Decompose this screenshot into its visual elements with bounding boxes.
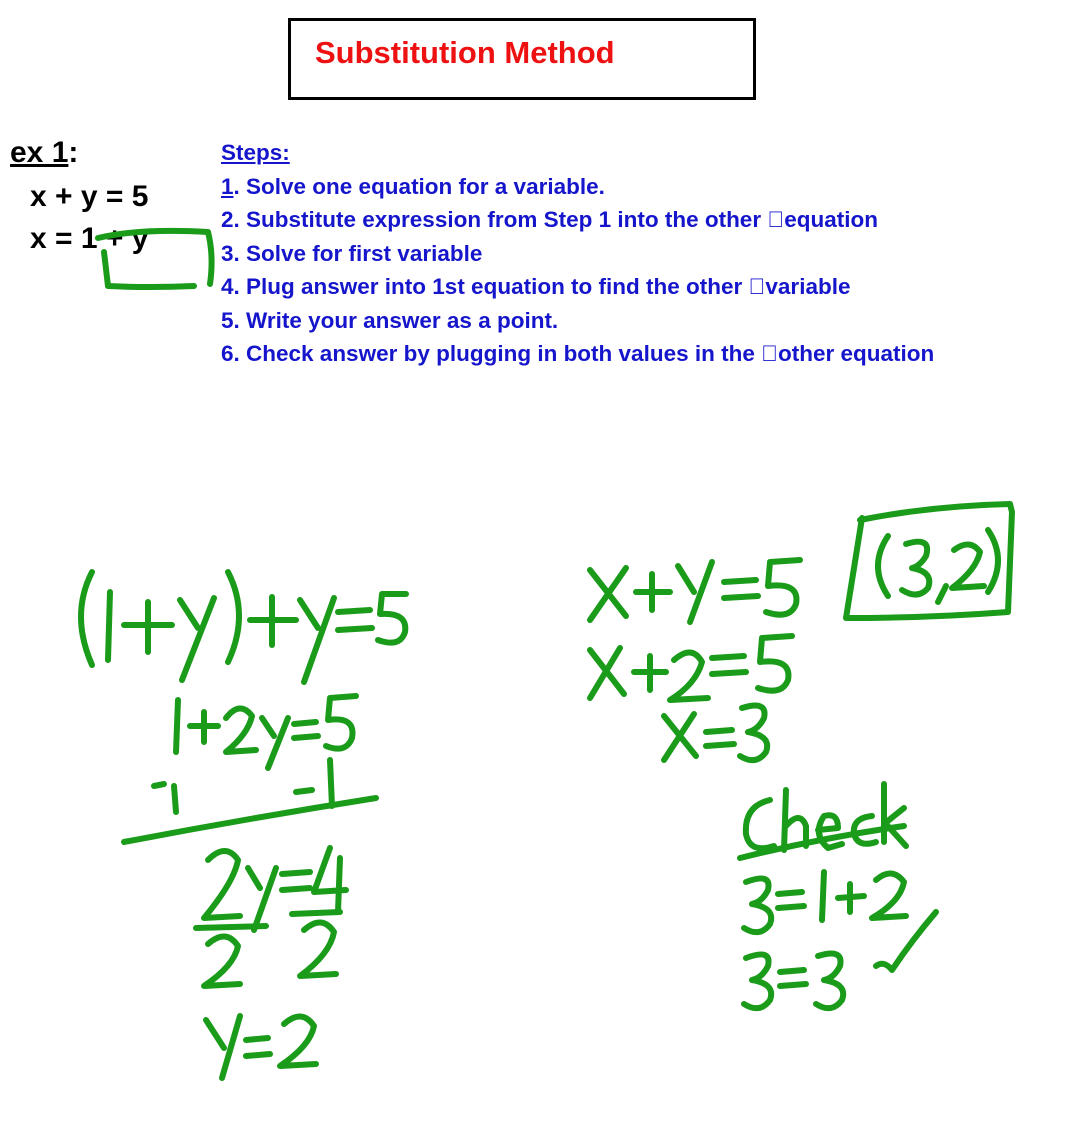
- handwriting-line-5: [206, 1016, 316, 1078]
- page-title: Substitution Method: [315, 35, 615, 70]
- step-text: . Solve for first variable: [233, 240, 483, 266]
- checkmark-icon: [876, 912, 936, 970]
- handwriting-right-line-1: [590, 560, 800, 622]
- step-text: . Solve one equation for a variable.: [233, 173, 605, 199]
- step-text: . Plug answer into 1st equation to find the other  variable: [233, 274, 851, 299]
- highlight-bracket: [98, 231, 212, 287]
- handwriting-line-1: [81, 572, 406, 682]
- step-text: . Check answer by plugging in both values in the  other equation: [233, 341, 935, 366]
- example-label-colon: :: [68, 136, 79, 169]
- handwriting-check-label: [740, 784, 906, 858]
- equation-1: x + y = 5: [30, 180, 149, 213]
- answer-box: [846, 504, 1012, 618]
- handwriting-check-line-2: [744, 912, 936, 1008]
- step-text: . Substitute expression from Step 1 into the other  equation: [233, 207, 878, 232]
- handwriting-line-4: [196, 848, 346, 986]
- step-number: 6: [221, 341, 234, 366]
- step-number: 2: [221, 207, 234, 232]
- step-number: 3: [221, 240, 234, 266]
- handwriting-right-line-3: [664, 706, 767, 761]
- step-text: . Write your answer as a point.: [233, 307, 559, 333]
- equation-2: x = 1 + y: [30, 222, 149, 255]
- handwriting-check-line-1: [744, 872, 906, 932]
- step-number: 1: [221, 173, 234, 199]
- example-label-number: ex 1: [10, 136, 69, 169]
- handwriting-right-line-2: [590, 636, 792, 700]
- steps-heading: Steps:: [221, 140, 290, 165]
- handwriting-line-3: [124, 760, 376, 842]
- step-number: 4: [221, 274, 234, 299]
- step-number: 5: [221, 307, 234, 333]
